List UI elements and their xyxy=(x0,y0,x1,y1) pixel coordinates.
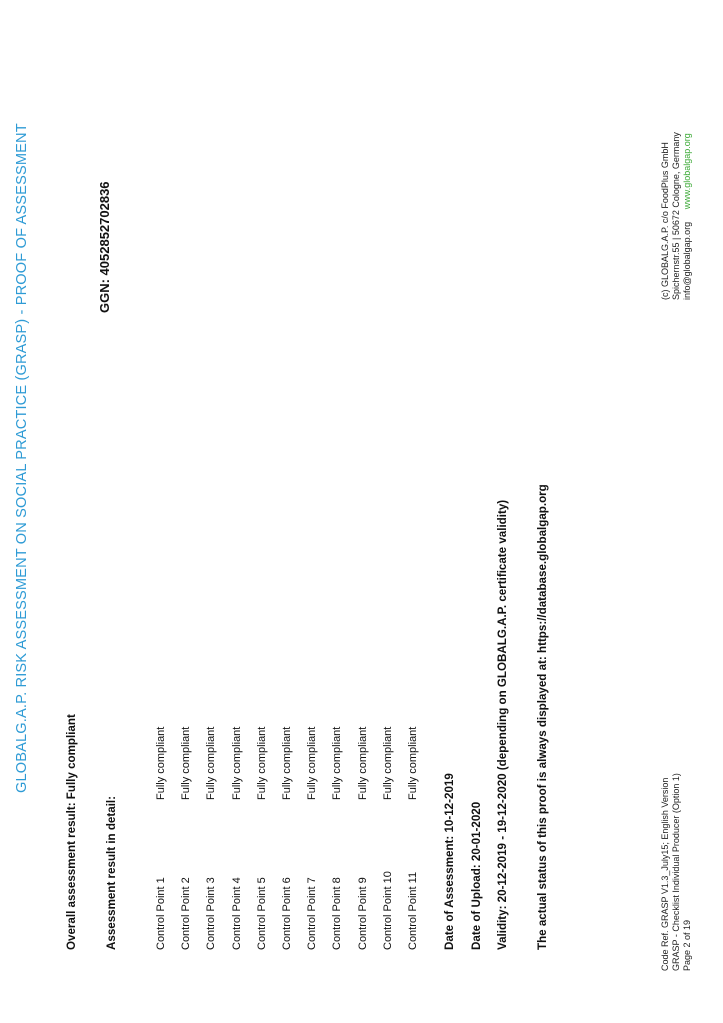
control-point-result: Fully compliant xyxy=(230,726,243,800)
control-point-label: Control Point 6 xyxy=(281,877,293,950)
control-point-row xyxy=(281,650,295,950)
control-point-label: Control Point 2 xyxy=(180,877,193,950)
control-point-result: Fully compliant xyxy=(281,726,293,800)
control-point-row xyxy=(306,650,320,950)
control-point-result: Fully compliant xyxy=(356,726,369,800)
contact-line xyxy=(682,132,693,300)
footer-right xyxy=(660,132,693,300)
control-point-row xyxy=(357,650,371,950)
ggn-number: GGN: 4052852702836 xyxy=(97,181,112,313)
code-ref: Code Ref. GRASP V1.3_July15; English Version xyxy=(660,777,670,971)
footer-left xyxy=(660,773,693,971)
control-point-label: Control Point 4 xyxy=(230,877,243,950)
control-point-row xyxy=(231,650,245,950)
control-point-row xyxy=(256,650,270,950)
control-point-label: Control Point 8 xyxy=(331,877,344,950)
control-point-label: Control Point 7 xyxy=(306,877,319,950)
detail-heading: Assessment result in detail: xyxy=(105,796,118,950)
control-point-row xyxy=(331,650,345,950)
control-point-result: Fully compliant xyxy=(155,726,167,800)
control-point-row xyxy=(180,650,194,950)
control-point-label: Control Point 11 xyxy=(407,871,419,950)
checklist-name: GRASP - Checklist Individual Producer (Option 1) xyxy=(671,773,681,971)
control-point-result: Fully compliant xyxy=(205,726,218,800)
control-point-row xyxy=(155,650,169,950)
page-number: Page 2 of 19 xyxy=(682,919,692,971)
control-point-result: Fully compliant xyxy=(180,726,193,800)
status-note: The actual status of this proof is always displayed at: https://database.globalgap.org xyxy=(536,484,549,950)
copyright: (c) GLOBALG.A.P. c/o FoodPlus GmbH xyxy=(660,142,670,300)
address: Spichernstr.55 | 50672 Cologne, Germany xyxy=(671,132,681,300)
overall-result: Overall assessment result: Fully compliant xyxy=(65,714,78,950)
website-link[interactable]: www.globalgap.org xyxy=(682,133,692,210)
control-point-result: Fully compliant xyxy=(306,726,319,800)
control-point-label: Control Point 5 xyxy=(255,877,268,950)
validity-period: Validity: 20-12-2019 - 19-12-2020 (depending on GLOBALG.A.P. certificate validity) xyxy=(496,499,509,950)
control-point-result: Fully compliant xyxy=(255,726,268,800)
control-point-label: Control Point 10 xyxy=(381,871,394,950)
control-point-label: Control Point 3 xyxy=(205,877,218,950)
control-point-row xyxy=(407,650,421,950)
upload-date: Date of Upload: 20-01-2020 xyxy=(470,801,483,950)
control-point-result: Fully compliant xyxy=(331,726,344,800)
control-point-row xyxy=(205,650,219,950)
control-point-label: Control Point 9 xyxy=(356,877,369,950)
control-point-label: Control Point 1 xyxy=(155,877,167,950)
document-title: GLOBALG.A.P. RISK ASSESSMENT ON SOCIAL PRACTICE (GRASP) - PROOF OF ASSESSMENT xyxy=(14,123,30,793)
email: info@globalgap.org xyxy=(682,221,692,300)
control-point-result: Fully compliant xyxy=(407,726,419,800)
control-point-row xyxy=(382,650,396,950)
assessment-date: Date of Assessment: 10-12-2019 xyxy=(443,773,456,950)
control-point-result: Fully compliant xyxy=(381,726,394,800)
